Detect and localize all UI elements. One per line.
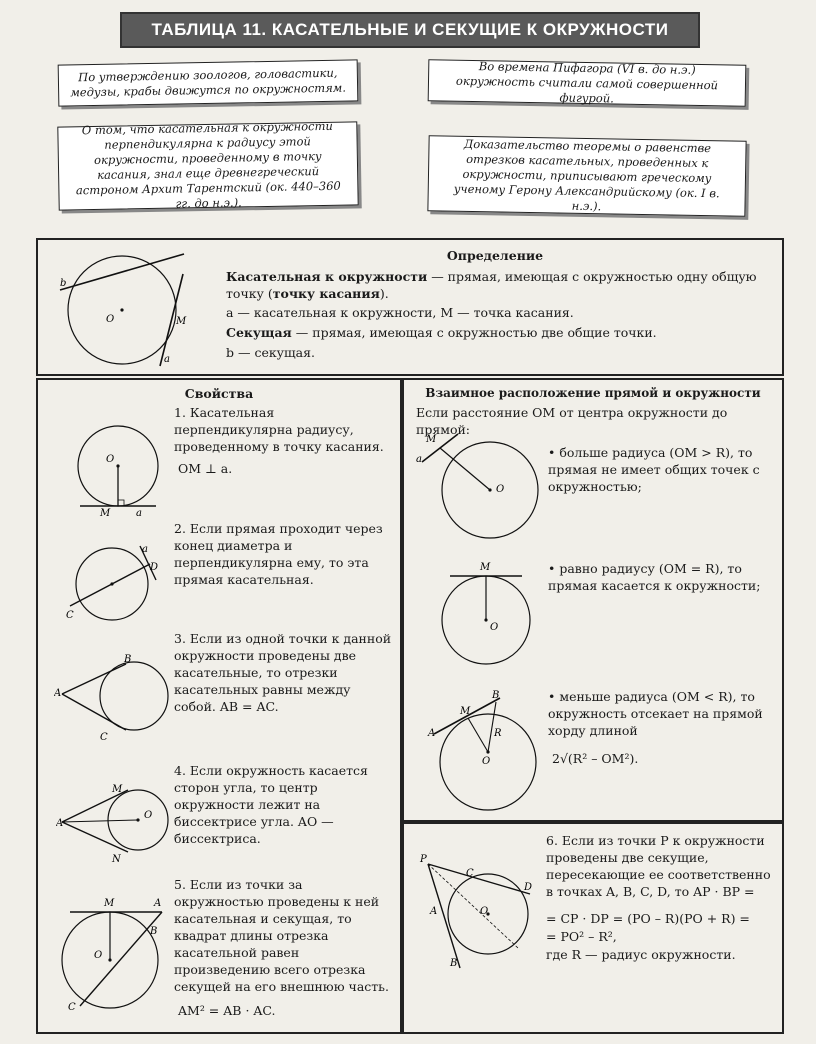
svg-text:A: A xyxy=(54,688,62,699)
svg-text:M: M xyxy=(460,706,471,717)
position-case-3: • меньше радиуса (OM < R), то окружность отсекает на прямой хорду длиной xyxy=(548,689,763,738)
property-1-formula: OM ⊥ a. xyxy=(178,461,233,476)
property-4-figure xyxy=(56,782,176,866)
svg-text:O: O xyxy=(106,314,115,325)
property-5-figure xyxy=(50,894,178,1024)
svg-text:M: M xyxy=(176,316,187,327)
svg-text:M: M xyxy=(100,508,111,516)
svg-text:R: R xyxy=(494,728,502,739)
svg-text:A: A xyxy=(428,728,436,739)
svg-text:C: C xyxy=(68,1002,76,1013)
svg-text:C: C xyxy=(66,610,74,621)
position-intro: Если расстояние OM от центра окружности до прямой: xyxy=(416,405,728,437)
definition-heading: Определение xyxy=(446,248,544,263)
svg-text:D: D xyxy=(524,882,533,893)
definition-figure xyxy=(52,244,202,372)
svg-text:M: M xyxy=(480,562,491,573)
note-heron: Доказательство теоремы о равенстве отрезков касательных, проведенных к окружности, приписывают греческому ученому Герону Александрийскому (ок. I в. н.э.). xyxy=(427,135,746,217)
property-1-text: 1. Касательная перпендикулярна радиусу, проведенному в точку касания. xyxy=(174,405,384,454)
svg-text:B: B xyxy=(450,958,458,969)
property-3-text: 3. Если из одной точки к данной окружности проведены две касательные, то отрезки касательных равны между собой. AB = AC. xyxy=(174,631,392,714)
svg-text:A: A xyxy=(154,898,162,909)
svg-text:A: A xyxy=(430,906,438,917)
property-6-text: 6. Если из точки P к окружности проведены две секущие, пересекающие ее соответственно в точках A, B, C, D, то AP · BP = xyxy=(546,833,771,899)
note-archytas: О том, что касательная к окружности перпендикулярна к радиусу этой окружности, проведенному в точку касания, знал еще древнегреческий астроном Архит Тарентский (ок. 440–360 гг. до н.э.). xyxy=(57,121,358,210)
svg-text:C: C xyxy=(100,732,108,743)
svg-text:b: b xyxy=(60,278,67,289)
svg-text:O: O xyxy=(490,622,499,633)
position-heading: Взаимное расположение прямой и окружности xyxy=(425,386,761,400)
svg-text:O: O xyxy=(106,454,115,465)
property-6-formula-1: = CP · DP = (PO – R)(PO + R) = xyxy=(546,911,750,926)
property-5-text: 5. Если из точки за окружностью проведены к ней касательная и секущая, то квадрат длины отрезка касательной равен произведению всего отрезка секущей на его внешнюю часть. xyxy=(174,877,389,994)
note-zoologists: По утверждению зоологов, головастики, медузы, крабы движутся по окружностям. xyxy=(58,59,359,106)
position-case-2: • равно радиусу (OM = R), то прямая касается к окружности; xyxy=(548,561,761,593)
definition-line4: b — секущая. xyxy=(226,345,315,360)
svg-text:O: O xyxy=(94,950,103,961)
property-4-text: 4. Если окружность касается сторон угла, то центр окружности лежит на биссектрисе угла. AO — биссектриса. xyxy=(174,763,368,846)
position-figure-2 xyxy=(430,556,540,666)
property-1-figure xyxy=(66,424,176,516)
property-6-figure xyxy=(414,852,544,972)
svg-text:N: N xyxy=(112,854,121,865)
svg-text:C: C xyxy=(466,868,474,879)
svg-text:O: O xyxy=(144,810,153,821)
svg-text:M: M xyxy=(112,784,123,795)
svg-text:M: M xyxy=(104,898,115,909)
svg-text:a: a xyxy=(416,454,422,465)
svg-text:O: O xyxy=(496,484,505,495)
definition-secant: Секущая — прямая, имеющая с окружностью две общие точки. xyxy=(226,325,657,340)
position-case-3-formula: 2√(R² – OM²). xyxy=(552,751,639,766)
svg-text:A: A xyxy=(56,818,64,829)
property-2-figure xyxy=(60,540,180,630)
position-figure-1 xyxy=(412,428,548,558)
svg-text:a: a xyxy=(136,508,142,516)
properties-heading: Свойства xyxy=(184,386,254,401)
svg-text:O: O xyxy=(482,756,491,767)
svg-text:D: D xyxy=(150,562,159,573)
page-title: ТАБЛИЦА 11. КАСАТЕЛЬНЫЕ И СЕКУЩИЕ К ОКРУЖНОСТИ xyxy=(120,12,700,48)
svg-text:P: P xyxy=(420,854,427,865)
svg-text:a: a xyxy=(164,354,170,365)
svg-text:O: O xyxy=(480,906,489,917)
position-figure-3 xyxy=(418,690,546,818)
svg-text:B: B xyxy=(124,654,132,665)
position-case-1: • больше радиуса (OM > R), то прямая не имеет общих точек с окружностью; xyxy=(548,445,760,494)
definition-line2: a — касательная к окружности, M — точка касания. xyxy=(226,305,574,320)
definition-tangent: Касательная к окружности — прямая, имеющая с окружностью одну общую точку (точку касания). xyxy=(226,269,757,301)
property-6-formula-2: = PO² – R², xyxy=(546,929,617,944)
property-3-figure xyxy=(54,652,184,744)
svg-text:M: M xyxy=(426,434,437,445)
property-5-formula: AM² = AB · AC. xyxy=(178,1003,276,1018)
svg-text:B: B xyxy=(492,690,500,701)
svg-text:B: B xyxy=(150,926,158,937)
property-2-text: 2. Если прямая проходит через конец диаметра и перпендикулярна ему, то эта прямая касательная. xyxy=(174,521,383,587)
property-6-tail: где R — радиус окружности. xyxy=(546,947,736,962)
svg-text:a: a xyxy=(142,544,148,555)
note-pythagoras: Во времена Пифагора (VI в. до н.э.) окружность считали самой совершенной фигурой. xyxy=(428,59,747,107)
